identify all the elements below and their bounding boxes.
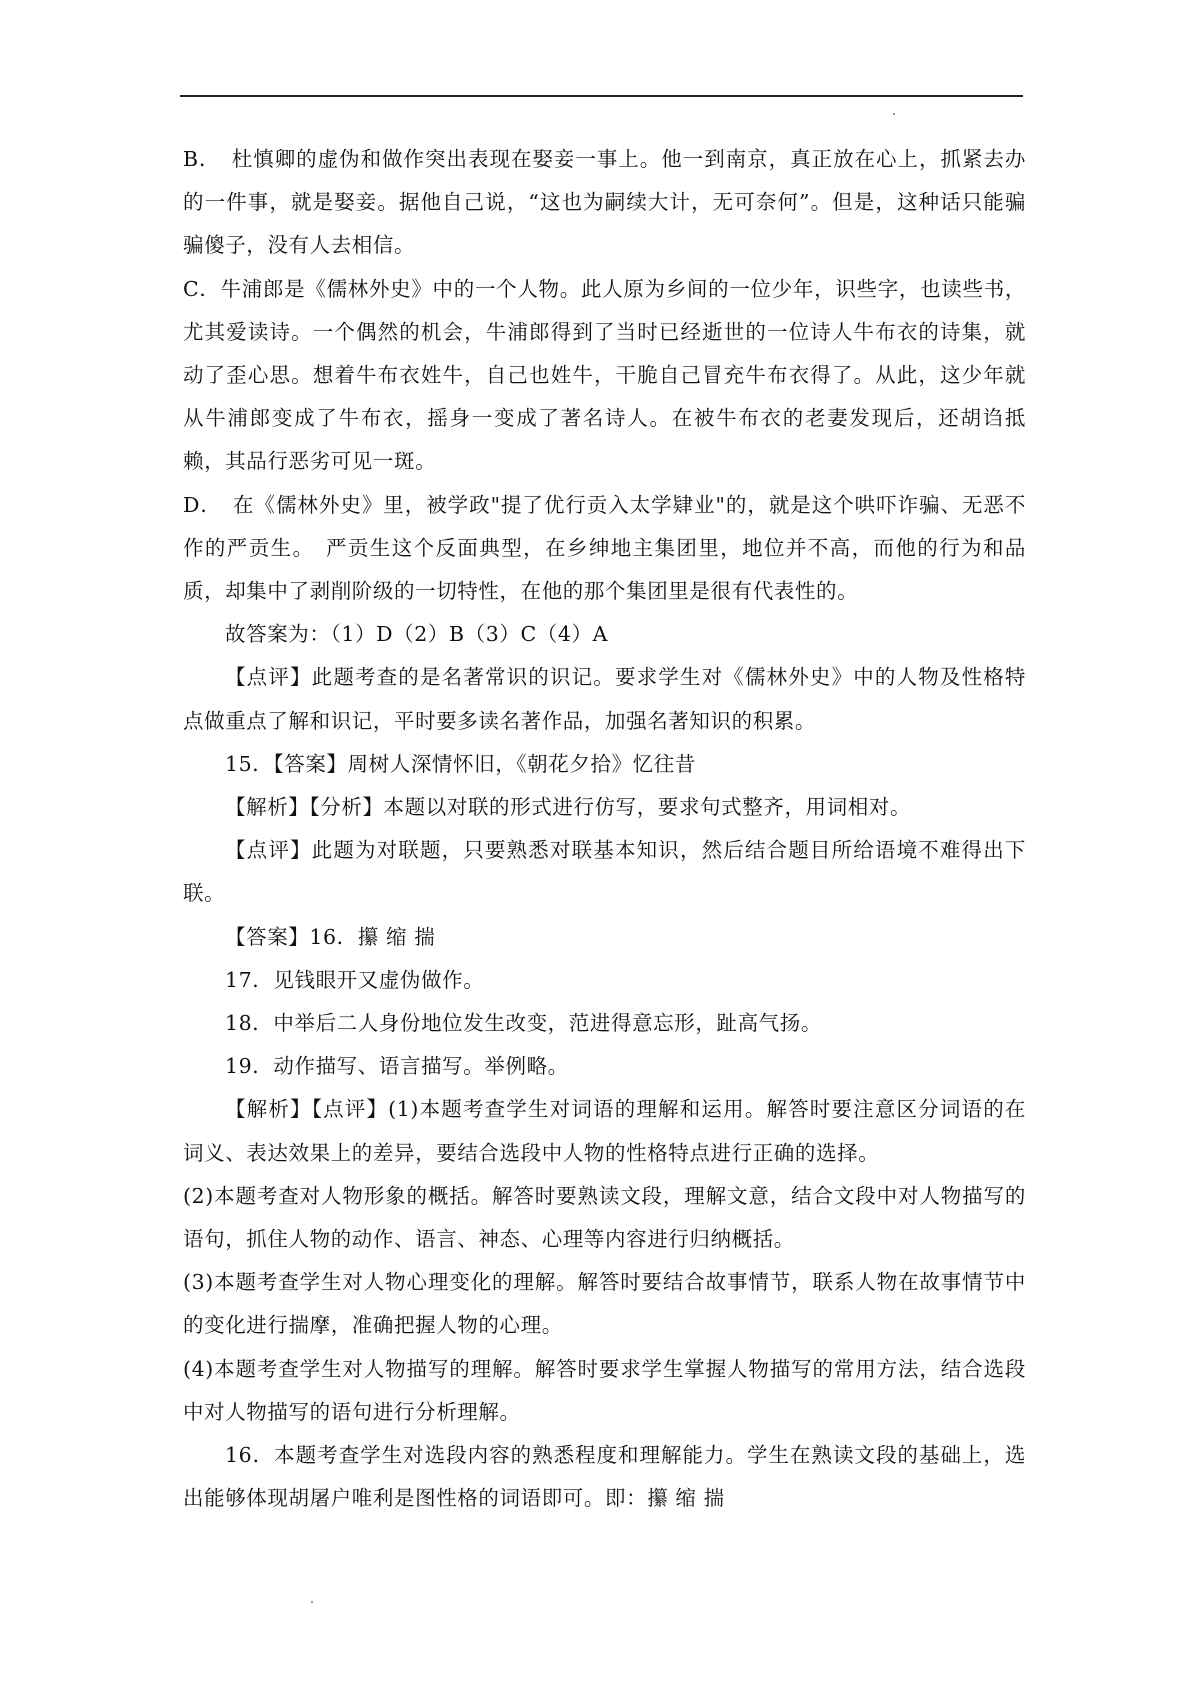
analysis-15-paragraph: 【解析】【分析】本题以对联的形式进行仿写，要求句式整齐，用词相对。 — [225, 795, 912, 820]
analysis-2-paragraph: (2)本题考查对人物形象的概括。解答时要熟读文段，理解文意，结合文段中对人物描写的语句，抓住人物的动作、语言、神态、心理等内容进行归纳概括。 — [183, 1183, 1026, 1252]
answer-19-paragraph: 19．动作描写、语言描写。举例略。 — [225, 1054, 569, 1079]
option-b-paragraph: B． 杜慎卿的虚伪和做作突出表现在娶妾一事上。他一到南京，真正放在心上，抓紧去办的一件事，就是娶妾。据他自己说，“这也为嗣续大计，无可奈何”。但是，这种话只能骗骗傻子，没有人去相信。 — [183, 147, 1026, 258]
answer-14-paragraph: 故答案为：（1）D（2）B（3）C（4）A — [225, 622, 609, 647]
option-d-paragraph: D． 在《儒林外史》里，被学政"提了优行贡入太学肄业"的，就是这个哄吓诈骗、无恶不作的严贡生。 严贡生这个反面典型，在乡绅地主集团里，地位并不高，而他的行为和品质，却集中了剥削阶级的一切特性，在他的那个集团里是很有代表性的。 — [183, 492, 1026, 604]
analysis-16-paragraph: 16．本题考查学生对选段内容的熟悉程度和理解能力。学生在熟读文段的基础上，选出能够体现胡屠户唯利是图性格的词语即可。即：攥 缩 揣 — [183, 1443, 1026, 1511]
footer-dot — [311, 1601, 313, 1603]
document-body — [183, 138, 1026, 1521]
answer-18-paragraph: 18．中举后二人身份地位发生改变，范进得意忘形，趾高气扬。 — [225, 1011, 822, 1036]
analysis-4-paragraph: (4)本题考查学生对人物描写的理解。解答时要求学生掌握人物描写的常用方法，结合选段中对人物描写的语句进行分析理解。 — [183, 1356, 1026, 1424]
analysis-intro-paragraph: 【解析】【点评】(1)本题考查学生对词语的理解和运用。解答时要注意区分词语的在词义、表达效果上的差异，要结合选段中人物的性格特点进行正确的选择。 — [183, 1097, 1026, 1165]
comment-14-paragraph: 【点评】此题考查的是名著常识的识记。要求学生对《儒林外史》中的人物及性格特点做重点了解和识记，平时要多读名著作品，加强名著知识的积累。 — [183, 665, 1026, 733]
answer-17-paragraph: 17．见钱眼开又虚伪做作。 — [225, 967, 485, 992]
comment-15-paragraph: 【点评】此题为对联题，只要熟悉对联基本知识，然后结合题目所给语境不难得出下联。 — [183, 838, 1026, 906]
answer-16-paragraph: 【答案】16．攥 缩 揣 — [225, 924, 436, 949]
analysis-3-paragraph: (3)本题考查学生对人物心理变化的理解。解答时要结合故事情节，联系人物在故事情节中的变化进行揣摩，准确把握人物的心理。 — [183, 1270, 1026, 1338]
header-dot — [893, 113, 895, 115]
header-rule — [180, 95, 1023, 97]
option-c-paragraph: C．牛浦郎是《儒林外史》中的一个人物。此人原为乡间的一位少年，识些字，也读些书，尤其爱读诗。一个偶然的机会，牛浦郎得到了当时已经逝世的一位诗人牛布衣的诗集，就动了歪心思。想着牛布衣姓牛，自己也姓牛，干脆自己冒充牛布衣得了。从此，这少年就从牛浦郎变成了牛布衣，摇身一变成了著名诗人。在被牛布衣的老妻发现后，还胡诌抵赖，其品行恶劣可见一斑。 — [183, 276, 1026, 474]
answer-15-paragraph: 15．【答案】周树人深情怀旧，《朝花夕拾》忆往昔 — [225, 751, 696, 776]
